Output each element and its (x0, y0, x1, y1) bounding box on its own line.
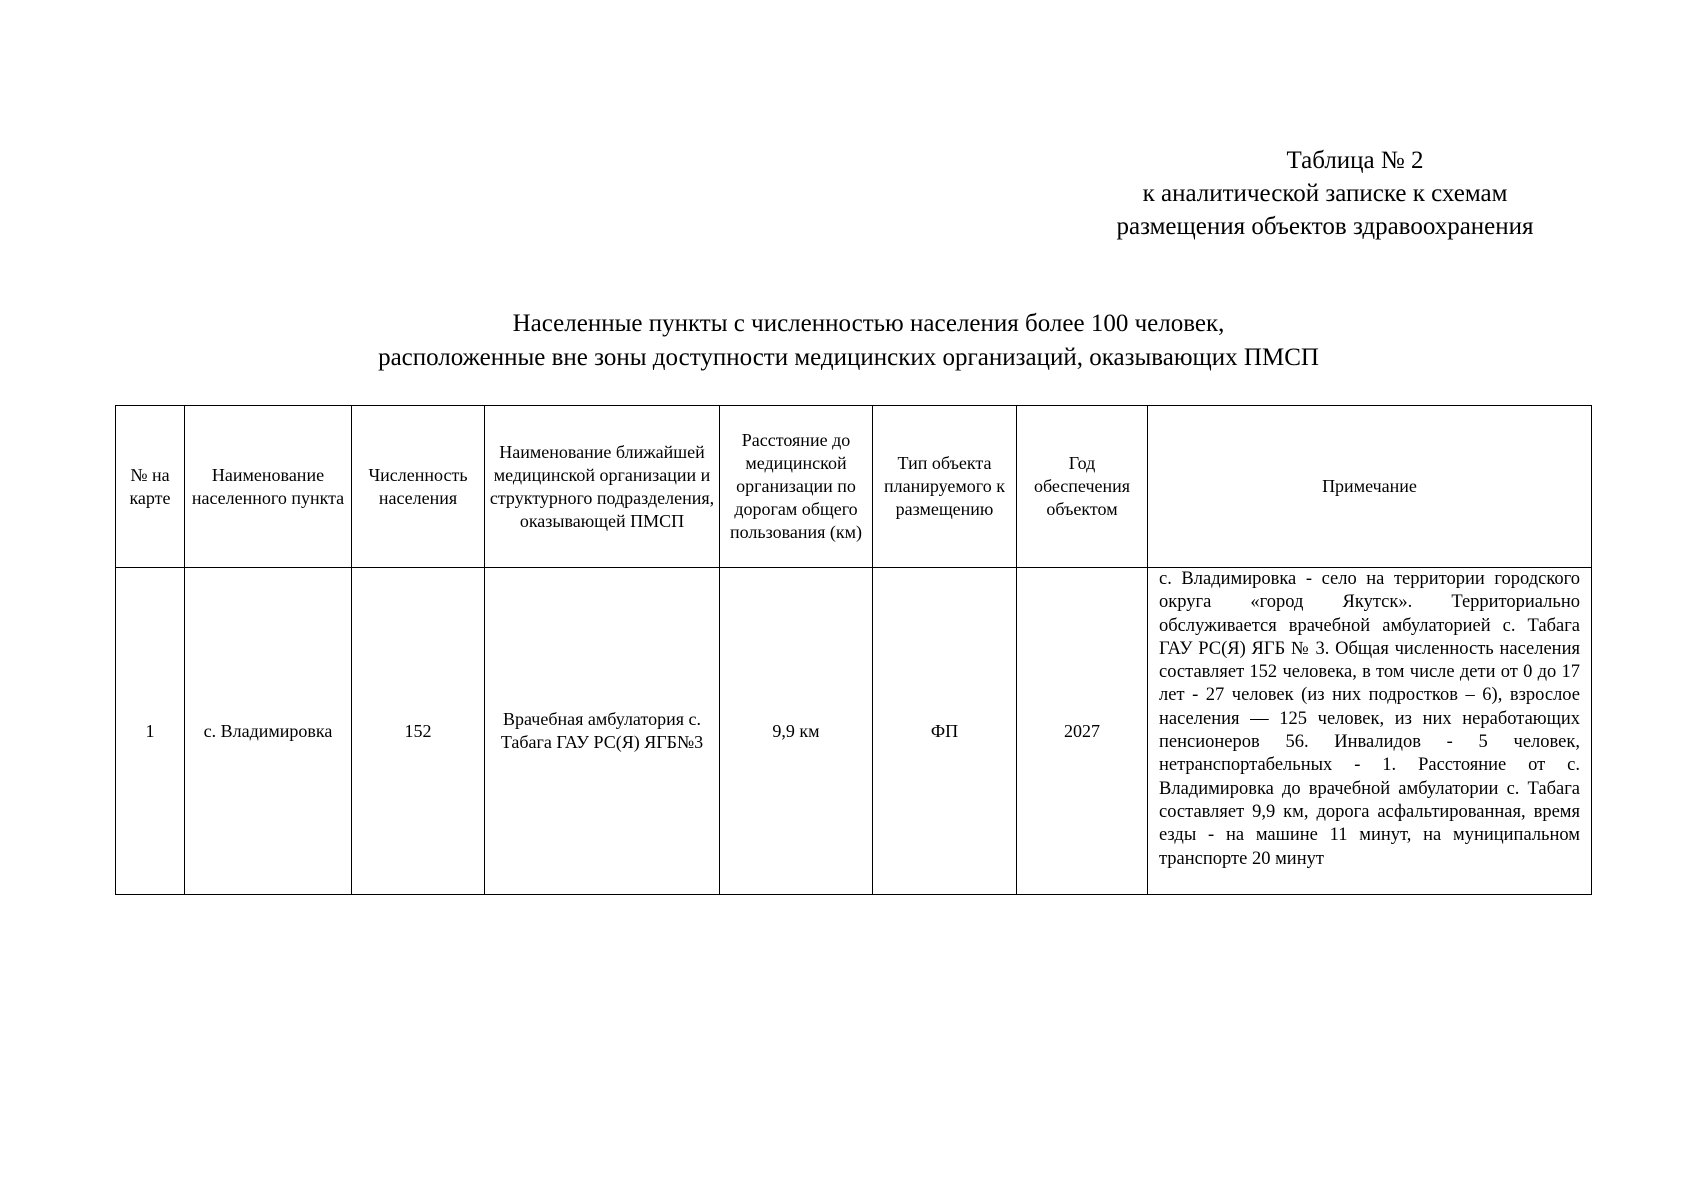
title-line-2: расположенные вне зоны доступности медицинских организаций, оказывающих ПМСП (378, 344, 1319, 371)
table-number-label: Таблица № 2 (1286, 147, 1424, 174)
col-header-settlement-name: Наименование населенного пункта (185, 406, 352, 568)
col-header-object-type: Тип объекта планируемого к размещению (873, 406, 1017, 568)
cell-medical-organization: Врачебная амбулатория с. Табага ГАУ РС(Я) ЯГБ№3 (485, 568, 720, 895)
cell-distance: 9,9 км (720, 568, 873, 895)
col-header-population: Численность населения (352, 406, 485, 568)
col-header-year: Год обеспечения объектом (1017, 406, 1148, 568)
table-header-row (116, 406, 1592, 568)
col-header-map-number: № на карте (116, 406, 185, 568)
title-line-1: Населенные пункты с численностью населения более 100 человек, (512, 310, 1225, 337)
document-header (1065, 144, 1585, 243)
settlements-table (115, 405, 1592, 895)
col-header-medical-organization: Наименование ближайшей медицинской организации и структурного подразделения, оказывающей ПМСП (485, 406, 720, 568)
document-title (0, 307, 1697, 375)
table-row (116, 568, 1592, 895)
cell-population: 152 (352, 568, 485, 895)
cell-note: с. Владимировка - село на территории городского округа «город Якутск». Территориально обслуживается врачебной амбулаторией с. Табага ГАУ РС(Я) ЯГБ № 3. Общая численность населения составляет 152 человека, в том числе дети от 0 до 17 лет - 27 человек (из них подростков – 6), взрослое населения — 125 человек, из них неработающих пенсионеров 56. Инвалидов - 5 человек, нетранспортабельных - 1. Расстояние от с. Владимировка до врачебной амбулатории с. Табага составляет 9,9 км, дорога асфальтированная, время езды - на машине 11 минут, на муниципальном транспорте 20 минут (1148, 568, 1592, 895)
cell-object-type: ФП (873, 568, 1017, 895)
cell-map-number: 1 (116, 568, 185, 895)
cell-year: 2027 (1017, 568, 1148, 895)
header-subtitle-line-1: к аналитической записке к схемам (1142, 180, 1508, 207)
cell-settlement-name: с. Владимировка (185, 568, 352, 895)
col-header-note: Примечание (1148, 406, 1592, 568)
col-header-distance: Расстояние до медицинской организации по дорогам общего пользования (км) (720, 406, 873, 568)
header-subtitle-line-2: размещения объектов здравоохранения (1116, 213, 1534, 240)
